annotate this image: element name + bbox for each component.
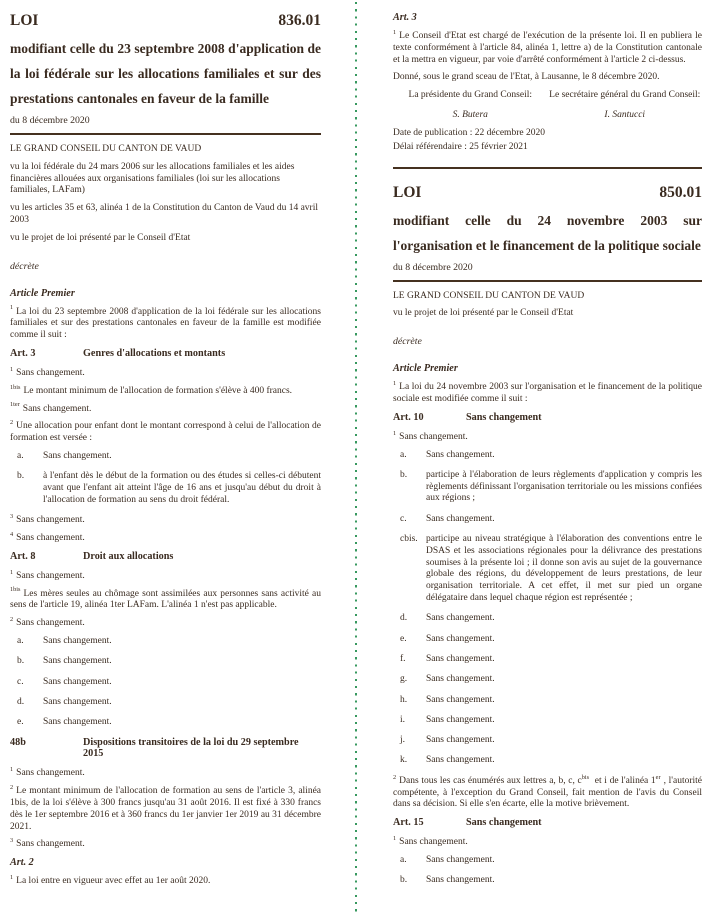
list-item-text: Sans changement. (426, 449, 495, 460)
list-item-text: Sans changement. (426, 875, 495, 886)
list-item (393, 654, 702, 666)
numbered-paragraph (393, 28, 702, 66)
alinea-number: 1 (10, 766, 14, 774)
publication-line: Date de publication : 22 décembre 2020 (393, 127, 545, 138)
list-marker: j. (400, 735, 406, 746)
signature-block (393, 90, 702, 120)
alinea-number: 3 (10, 512, 14, 520)
list-item (393, 470, 702, 505)
decree-word: décrète (10, 260, 39, 272)
list-item-text: Sans changement. (426, 694, 495, 705)
article-label: Art. 2 (10, 857, 34, 869)
list-item-text: Sans changement. (426, 613, 495, 624)
article-number: 48b (10, 737, 26, 749)
numbered-paragraph (10, 768, 321, 780)
article-title: Sans changement (466, 411, 542, 423)
list-marker: a. (17, 450, 24, 461)
paragraph: Donné, sous le grand sceau de l'Etat, à Lausanne, le 8 décembre 2020. (393, 72, 660, 83)
numbered-paragraph (10, 786, 321, 833)
paragraph-text: Sans changement. (16, 618, 85, 629)
list-marker: b. (17, 656, 25, 667)
paragraph-text: Sans changement. (16, 839, 85, 850)
numbered-paragraph (10, 876, 321, 888)
numbered-paragraph (10, 839, 321, 851)
list-item (393, 450, 702, 462)
numbered-paragraph (10, 568, 321, 583)
list-marker: b. (400, 469, 408, 480)
list-item-text: Sans changement. (43, 656, 112, 667)
list-item (393, 534, 702, 605)
list-item (393, 613, 702, 625)
paragraph: vu la loi fédérale du 24 mars 2006 sur les allocations familiales et les aides financières allouées aux organisations familiales (loi sur les allocations familiales, LAFam) (10, 161, 295, 196)
list-item (10, 677, 321, 689)
signature-left (393, 90, 548, 120)
list-item-text: à l'enfant dès le début de la formation ou des études si celles-ci débutent avant que l'enfant ait atteint l'âge de 16 ans et jusqu'au début du droit à l'allocation de formation au sens du droit fédéral. (43, 471, 321, 505)
list-marker: g. (400, 674, 408, 685)
left-column (10, 0, 321, 894)
paragraph-text: Une allocation pour enfant dont le montant correspond à celui de l'allocation de formation est versée : (10, 421, 321, 444)
alinea-number: 1 (10, 874, 14, 882)
list-marker: e. (400, 633, 407, 644)
paragraph: vu le projet de loi présenté par le Conseil d'Etat (10, 232, 191, 243)
article-number: Art. 10 (393, 411, 424, 423)
law-header (393, 184, 702, 202)
article-heading (393, 412, 702, 423)
list-item-text: Sans changement. (43, 635, 112, 646)
column-divider-dotted-line (355, 2, 357, 916)
paragraph-text: La loi du 24 novembre 2003 sur l'organisation et le financement de la politique sociale est modifiée comme il suit : (393, 382, 702, 404)
list-marker: cbis. (400, 534, 418, 545)
law-type-label: LOI (10, 12, 39, 29)
signature-name: I. Santucci (604, 109, 646, 120)
paragraph: vu le projet de loi présenté par le Conseil d'Etat (393, 308, 574, 319)
decree-word: décrète (393, 336, 422, 348)
paragraph-text: Sans changement. (22, 403, 92, 414)
list-marker: h. (400, 694, 408, 705)
paragraph: vu les articles 35 et 63, alinéa 1 de la Constitution du Canton de Vaud du 14 avril 2003 (10, 203, 318, 225)
numbered-paragraph (10, 365, 321, 380)
list-marker: d. (17, 696, 25, 707)
paragraph-text: La loi entre en vigueur avec effet au 1er août 2020. (16, 876, 211, 887)
list-item-text: Sans changement. (43, 717, 112, 728)
signature-role: Le secrétaire général du Grand Conseil: (549, 90, 701, 101)
list-marker: k. (400, 755, 408, 766)
list-marker: c. (17, 676, 24, 687)
paragraph-text: Le montant minimum de l'allocation de formation s'élève à 400 francs. (23, 385, 293, 396)
alinea-number: 1 (393, 380, 397, 388)
paragraph-text: Le montant minimum de l'allocation de formation au sens de l'article 3, alinéa 1bis, de la loi s'élève à 300 francs jusqu'au 31 août 2016. Il est fixé à 330 francs dès le 1er septembre 2016 et à 360 francs du 1er janvier 1er 2019 au 31 décembre 2021. (10, 786, 321, 832)
alinea-number: 1 (10, 365, 14, 373)
list-item-text: Sans changement. (426, 513, 495, 524)
list-item (10, 471, 321, 506)
alinea-number: 3 (10, 837, 14, 845)
list-item (393, 755, 702, 767)
alinea-number: 1bis (10, 383, 21, 391)
list-item-text: Sans changement. (426, 714, 495, 725)
numbered-paragraph (10, 530, 321, 545)
list-item-text: participe à l'élaboration de leurs règlements d'application y compris les règlements définissant l'organisation territoriale ou les missions confiées aux régions ; (426, 469, 702, 504)
list-item-text: Sans changement. (426, 755, 495, 766)
list-marker: a. (400, 854, 407, 865)
numbered-paragraph (10, 383, 321, 398)
alinea-number: 1 (10, 304, 14, 312)
list-marker: i. (400, 714, 406, 725)
law-code: 850.01 (659, 183, 702, 201)
article-title: Genres d'allocations et montants (83, 347, 226, 359)
article-number: Art. 15 (393, 817, 424, 829)
numbered-paragraph (393, 834, 702, 849)
alinea-number: 4 (10, 530, 14, 538)
article-label: Art. 3 (393, 12, 417, 23)
publication-line: Délai référendaire : 25 février 2021 (393, 141, 528, 152)
list-marker: a. (17, 635, 24, 646)
law-title: modifiant celle du 24 novembre 2003 sur l'organisation et le financement de la politique sociale (393, 212, 702, 253)
list-marker: a. (400, 449, 407, 460)
law-type-label: LOI (393, 183, 422, 201)
list-item (10, 697, 321, 709)
alinea-number: 2 (10, 419, 14, 427)
paragraph-text: Sans changement. (16, 367, 85, 378)
list-marker: e. (17, 717, 24, 728)
list-item-text: Sans changement. (426, 653, 495, 664)
article-heading (10, 551, 321, 562)
list-item-text: participe au niveau stratégique à l'élaboration des conventions entre le DSAS et les associations régionales pour la délivrance des prestations soumises à la présente loi ; il donne son avis au sujet de la gouvernance globale des régions, du développement de leurs prestations, de leur organisation territoriale. A cet effet, il met sur pied un organe délégataire dans lequel chaque région est représentée ; (426, 534, 702, 604)
alinea-number: 1bis (10, 586, 21, 594)
list-item (10, 656, 321, 668)
paragraph-text: Les mères seules au chômage sont assimilées aux personnes sans activité au sens de l'article 19, alinéa 1ter LAFam. L'alinéa 1 n'est pas applicable. (10, 588, 321, 611)
paragraph-text: Sans changement. (16, 515, 85, 526)
numbered-paragraph (10, 421, 321, 445)
numbered-paragraph (393, 382, 702, 406)
alinea-number: 2 (393, 773, 397, 781)
alinea-number: 2 (10, 615, 14, 623)
numbered-paragraph (10, 615, 321, 630)
article-label: Article Premier (393, 363, 458, 375)
list-item (393, 875, 702, 887)
paragraph-text: La loi du 23 septembre 2008 d'application de la loi fédérale sur les allocations familiales et sur des prestations cantonales en faveur de la famille est modifiée comme il suit : (10, 306, 321, 341)
paragraph-text: Sans changement. (16, 768, 85, 779)
alinea-number: 1 (393, 834, 397, 842)
list-item (10, 717, 321, 729)
article-heading (10, 737, 321, 759)
article-title: Droit aux allocations (83, 550, 174, 562)
list-marker: b. (400, 875, 408, 886)
list-item-text: Sans changement. (426, 633, 495, 644)
law-title: modifiant celle du 23 septembre 2008 d'application de la loi fédérale sur les allocations familiales et sur des prestations cantonales en faveur de la famille (10, 41, 321, 106)
alinea-number: 1ter (10, 401, 20, 409)
paragraph-text: Le Conseil d'Etat est chargé de l'exécution de la présente loi. Il en publiera le texte conformément à l'article 84, alinéa 1, lettre a) de la Constitution cantonale et la mettra en vigueur, par voie d'arrêté conformément à l'article 2 ci-dessus. (393, 31, 702, 65)
list-item (10, 451, 321, 463)
signature-right (548, 90, 703, 120)
signature-name: S. Butera (452, 109, 488, 120)
paragraph-text: Sans changement. (16, 570, 85, 581)
article-heading (10, 348, 321, 359)
article-title: Sans changement (466, 817, 542, 829)
law-code: 836.01 (278, 12, 321, 29)
paragraph-text: Dans tous les cas énumérés aux lettres a, b, c, $c^{bis}$ et i de l'alinéa 1er , l'autorité compétente, à l'exception du Grand Conseil, fait mention de l'avis du Conseil dans sa décision. Si elle s'en écarte, elle la motive brièvement. (393, 773, 702, 810)
alinea-number: 2 (10, 784, 14, 792)
paragraph: LE GRAND CONSEIL DU CANTON DE VAUD (10, 144, 202, 154)
law-date: du 8 décembre 2020 (10, 115, 90, 126)
paragraph-text: Sans changement. (399, 431, 468, 442)
list-item-text: Sans changement. (43, 696, 112, 707)
article-number: Art. 8 (10, 550, 36, 562)
paragraph-text: Sans changement. (399, 837, 468, 848)
list-item-text: Sans changement. (426, 674, 495, 685)
numbered-paragraph (393, 429, 702, 444)
list-item (393, 735, 702, 747)
list-item (393, 695, 702, 707)
list-item (393, 674, 702, 686)
list-item-text: Sans changement. (43, 676, 112, 687)
list-marker: c. (400, 513, 407, 524)
paragraph-text: Sans changement. (16, 532, 85, 543)
numbered-paragraph (10, 401, 321, 416)
list-item (10, 636, 321, 648)
article-title: Dispositions transitoires de la loi du 29 septembre 2015 (83, 737, 299, 760)
list-item (393, 634, 702, 646)
list-item (393, 715, 702, 727)
list-item-text: Sans changement. (426, 735, 495, 746)
list-item (393, 855, 702, 867)
list-item (393, 514, 702, 526)
numbered-paragraph (393, 773, 702, 811)
right-column (393, 0, 702, 895)
numbered-paragraph (10, 304, 321, 342)
list-item-text: Sans changement. (43, 450, 112, 461)
article-label: Article Premier (10, 287, 75, 299)
list-marker: f. (400, 653, 406, 664)
alinea-number: 1 (393, 429, 397, 437)
horizontal-rule (393, 167, 702, 169)
alinea-number: 1 (10, 568, 14, 576)
law-header (10, 12, 321, 30)
law-date: du 8 décembre 2020 (393, 261, 473, 273)
signature-role: La présidente du Grand Conseil: (408, 90, 532, 101)
horizontal-rule (10, 133, 321, 135)
list-item-text: Sans changement. (426, 854, 495, 865)
numbered-paragraph (10, 512, 321, 527)
article-number: Art. 3 (10, 347, 36, 359)
list-marker: d. (400, 613, 408, 624)
alinea-number: 1 (393, 28, 397, 36)
article-heading (393, 817, 702, 828)
numbered-paragraph (10, 586, 321, 613)
horizontal-rule (393, 280, 702, 282)
paragraph: LE GRAND CONSEIL DU CANTON DE VAUD (393, 290, 585, 301)
list-marker: b. (17, 471, 25, 482)
